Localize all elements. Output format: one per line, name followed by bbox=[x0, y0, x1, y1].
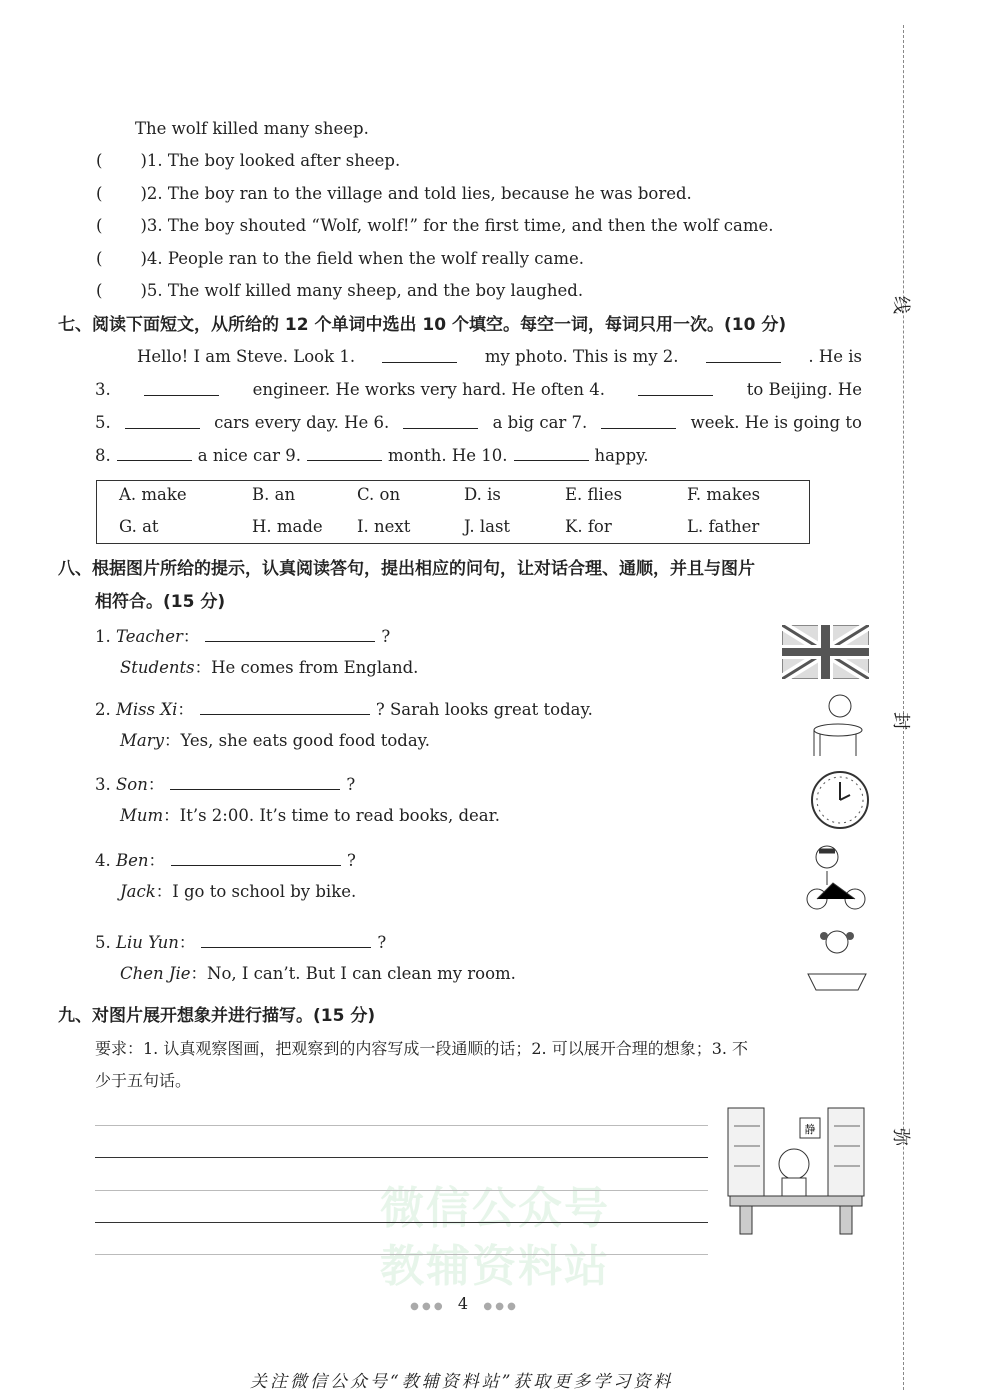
passage-line: 3. engineer. He works very hard. He often 4. to Beijing. He bbox=[95, 380, 862, 399]
true-false-item: ( )4. People ran to the field when the wolf really came. bbox=[96, 248, 584, 268]
passage-line: 8. a nice car 9. month. He 10. happy. bbox=[95, 446, 649, 465]
blank-7[interactable] bbox=[601, 412, 676, 429]
section-8-title-cont: 相符合。(15 分) bbox=[95, 592, 226, 612]
margin-label: 封 bbox=[890, 712, 911, 730]
writing-line[interactable] bbox=[95, 1190, 708, 1191]
answer-paren[interactable]: ( bbox=[96, 281, 103, 301]
question-blank[interactable] bbox=[170, 773, 340, 790]
writing-line[interactable] bbox=[95, 1125, 708, 1126]
dialog-answer-line: Mary：Yes, she eats good food today. bbox=[120, 731, 431, 750]
dialog-question-line: 4. Ben： ? bbox=[95, 851, 356, 870]
writing-line[interactable] bbox=[95, 1157, 708, 1158]
word-option: I. next bbox=[357, 517, 411, 536]
quiet-sign: 静 bbox=[804, 1123, 816, 1136]
true-false-item: ( )2. The boy ran to the village and told lies, because he was bored. bbox=[96, 183, 692, 203]
blank-5[interactable] bbox=[125, 412, 200, 429]
blank-9[interactable] bbox=[307, 444, 382, 461]
blank-4[interactable] bbox=[638, 379, 713, 396]
word-option: G. at bbox=[119, 517, 159, 536]
word-option: K. for bbox=[565, 517, 612, 536]
dialog-question-line: 1. Teacher： ? bbox=[95, 627, 391, 646]
dialog-question-line: 2. Miss Xi： ? Sarah looks great today. bbox=[95, 700, 593, 719]
answer-paren[interactable]: ( bbox=[96, 248, 103, 268]
boy-on-bike-picture bbox=[803, 843, 869, 911]
word-option: D. is bbox=[464, 485, 501, 504]
word-option: H. made bbox=[252, 517, 323, 536]
word-bank bbox=[96, 480, 810, 544]
page-number-row: ● ● ● 4 ● ● ● bbox=[410, 1294, 516, 1313]
blank-3[interactable] bbox=[144, 379, 219, 396]
uk-flag-picture bbox=[782, 625, 869, 679]
question-blank[interactable] bbox=[201, 931, 371, 948]
dialog-answer-line: Jack：I go to school by bike. bbox=[120, 882, 357, 901]
binding-margin-line bbox=[903, 25, 904, 1390]
writing-line[interactable] bbox=[95, 1254, 708, 1255]
blank-2[interactable] bbox=[706, 346, 781, 363]
passage-line: 5. cars every day. He 6. a big car 7. week. He is going to bbox=[95, 413, 862, 432]
watermark: 微信公众号 教辅资料站 bbox=[380, 1183, 610, 1292]
dialog-answer-line: Mum：It’s 2:00. It’s time to read books, dear. bbox=[120, 806, 500, 825]
section-9-title: 九、对图片展开想象并进行描写。(15 分) bbox=[58, 1006, 376, 1026]
answer-paren[interactable]: ( bbox=[96, 151, 103, 170]
dialog-answer-line: Chen Jie：No, I can’t. But I can clean my room. bbox=[120, 964, 516, 983]
girl-washing-picture bbox=[806, 924, 868, 992]
section-7-title: 七、阅读下面短文，从所给的 12 个单词中选出 10 个填空。每空一词，每词只用一次。(10 分) bbox=[58, 315, 787, 335]
word-option: A. make bbox=[119, 485, 187, 504]
word-option: J. last bbox=[464, 517, 511, 536]
blank-10[interactable] bbox=[514, 444, 589, 461]
story-end: The wolf killed many sheep. bbox=[135, 119, 369, 138]
word-option: E. flies bbox=[565, 485, 623, 504]
word-option: C. on bbox=[357, 485, 401, 504]
passage-line: Hello! I am Steve. Look 1. my photo. This is my 2. . He is bbox=[137, 347, 862, 366]
dialog-answer-line: Students：He comes from England. bbox=[120, 658, 419, 677]
true-false-item: ( )5. The wolf killed many sheep, and the boy laughed. bbox=[96, 281, 584, 301]
word-option: B. an bbox=[252, 485, 296, 504]
requirement-line: 少于五句话。 bbox=[95, 1071, 192, 1090]
library-reading-picture bbox=[726, 1106, 866, 1236]
page-number: 4 bbox=[457, 1294, 469, 1313]
dialog-question-line: 3. Son： ? bbox=[95, 775, 356, 794]
requirement-line: 要求：1. 认真观察图画，把观察到的内容写成一段通顺的话；2. 可以展开合理的想象；3. 不 bbox=[95, 1039, 749, 1058]
blank-6[interactable] bbox=[403, 412, 478, 429]
true-false-item: ( )3. The boy shouted “Wolf, wolf!” for the first time, and then the wolf came. bbox=[96, 216, 774, 236]
word-option: L. father bbox=[687, 517, 760, 536]
question-blank[interactable] bbox=[171, 849, 341, 866]
question-blank[interactable] bbox=[205, 625, 375, 642]
answer-paren[interactable]: ( bbox=[96, 183, 103, 203]
true-false-item: ( )1. The boy looked after sheep. bbox=[96, 151, 401, 170]
word-option: F. makes bbox=[687, 485, 761, 504]
margin-label: 线 bbox=[890, 296, 911, 314]
question-blank[interactable] bbox=[200, 698, 370, 715]
section-8-title: 八、根据图片所给的提示，认真阅读答句，提出相应的问句，让对话合理、通顺，并且与图片 bbox=[58, 559, 755, 579]
dialog-question-line: 5. Liu Yun： ? bbox=[95, 933, 387, 952]
clock-picture bbox=[810, 770, 870, 830]
blank-8[interactable] bbox=[117, 444, 192, 461]
answer-paren[interactable]: ( bbox=[96, 216, 103, 236]
blank-1[interactable] bbox=[382, 346, 457, 363]
girl-eating-picture bbox=[808, 690, 868, 758]
writing-line[interactable] bbox=[95, 1222, 708, 1223]
footer-note: 关注微信公众号“教辅资料站”获取更多学习资料 bbox=[250, 1372, 674, 1392]
margin-label: 弥 bbox=[890, 1128, 911, 1146]
